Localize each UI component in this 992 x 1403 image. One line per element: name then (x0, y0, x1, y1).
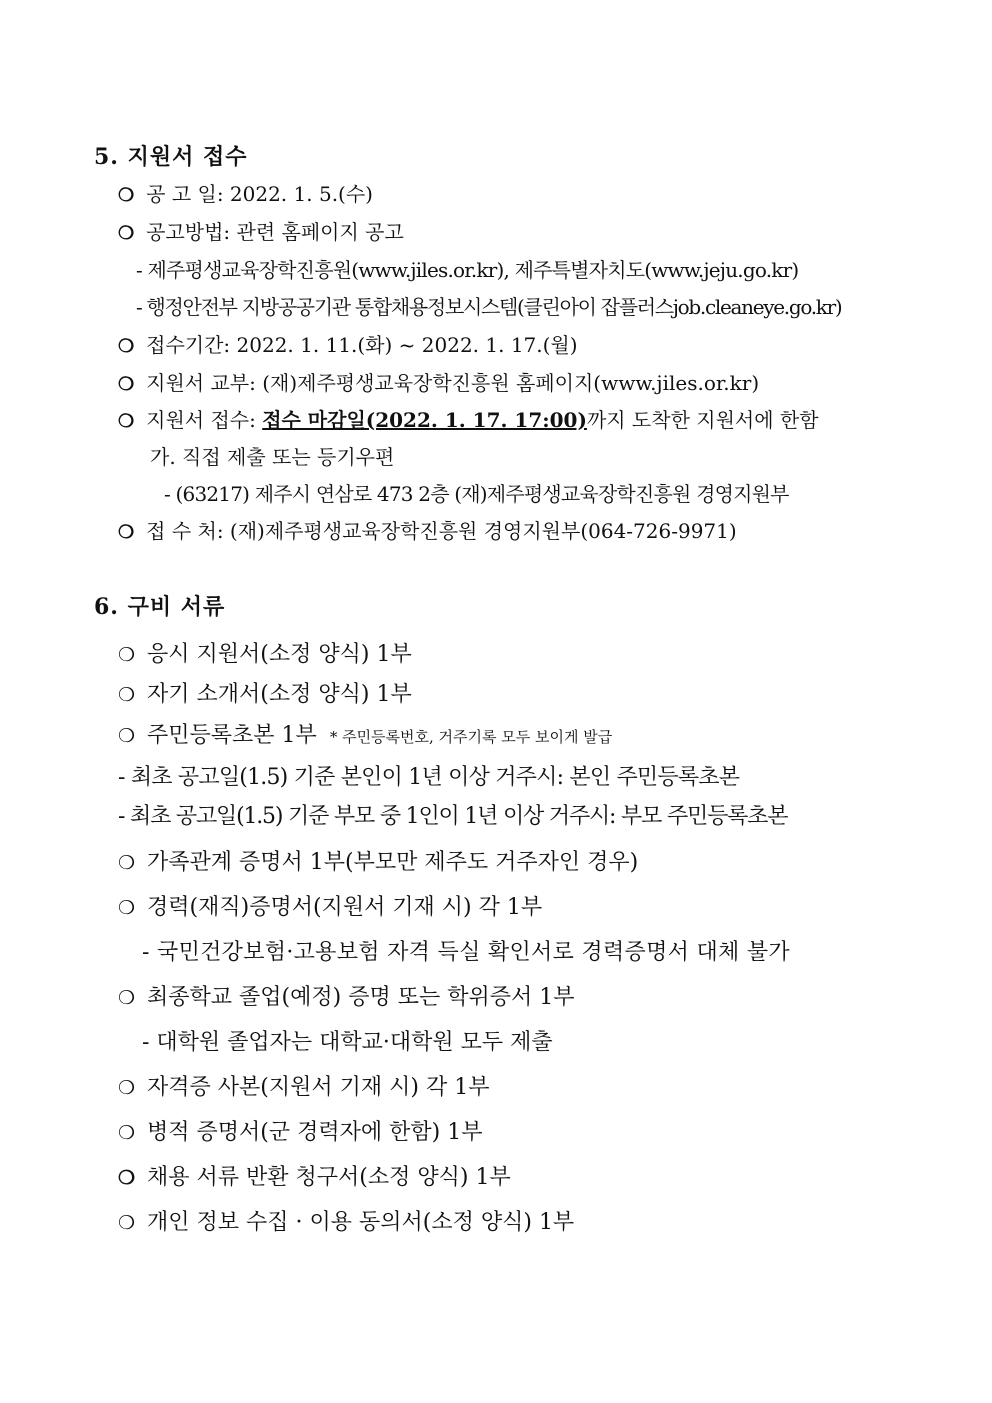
doc-item-4-text: 가족관계 증명서 1부(부모만 제주도 거주자인 경우) (147, 850, 639, 875)
bullet-icon: ❍ (118, 185, 135, 206)
doc-item-7 (118, 1070, 489, 1101)
notice-date-text: 공 고 일: 2022. 1. 5.(수) (146, 182, 373, 206)
submission-address: - (63217) 제주시 연삼로 473 2층 (재)제주평생교육장학진흥원 경영지원부 (164, 482, 789, 506)
bullet-icon: ❍ (118, 725, 136, 747)
doc-item-5-text: 경력(재직)증명서(지원서 기재 시) 각 1부 (147, 895, 543, 920)
doc-item-2 (118, 677, 412, 708)
bullet-icon: ❍ (118, 522, 135, 543)
submission-suffix: 까지 도착한 지원서에 한함 (586, 408, 819, 432)
section5-heading: 5. 지원서 접수 (94, 144, 248, 170)
doc-item-1-text: 응시 지원서(소정 양식) 1부 (147, 642, 412, 667)
notice-date-item (118, 178, 373, 207)
office-item (118, 515, 737, 544)
doc-item-9 (118, 1160, 511, 1191)
doc-item-10 (118, 1205, 574, 1236)
notice-method-sub2: - 행정안전부 지방공공기관 통합채용정보시스템(클린아이 잡플러스job.cleaneye.go.kr) (136, 295, 842, 319)
doc-item-7-text: 자격증 사본(지원서 기재 시) 각 1부 (147, 1075, 490, 1100)
bullet-icon: ❍ (118, 1122, 136, 1144)
doc-item-3 (118, 718, 612, 749)
doc-item-8 (118, 1115, 482, 1146)
doc-item-9-text: 채용 서류 반환 청구서(소정 양식) 1부 (147, 1165, 511, 1190)
bullet-icon: ❍ (118, 1212, 136, 1234)
section6-heading: 6. 구비 서류 (94, 594, 226, 620)
period-item (118, 329, 578, 358)
doc-item-6 (118, 980, 574, 1011)
doc-item-1 (118, 637, 412, 668)
doc-item-6-text: 최종학교 졸업(예정) 증명 또는 학위증서 1부 (147, 985, 575, 1010)
office-text: 접 수 처: (재)제주평생교육장학진흥원 경영지원부(064-726-9971) (146, 519, 737, 543)
doc-item-5-sub: - 국민건강보험·고용보험 자격 득실 확인서로 경력증명서 대체 불가 (142, 940, 790, 965)
notice-method-sub1: - 제주평생교육장학진흥원(www.jiles.or.kr), 제주특별자치도(www.jeju.go.kr) (136, 258, 799, 282)
period-text: 접수기간: 2022. 1. 11.(화) ~ 2022. 1. 17.(월) (146, 333, 578, 357)
form-distribution-text: 지원서 교부: (재)제주평생교육장학진흥원 홈페이지(www.jiles.or.kr) (146, 371, 760, 395)
bullet-icon: ❍ (118, 1167, 136, 1189)
submission-method: 가. 직접 제출 또는 등기우편 (150, 445, 395, 469)
submission-item (118, 404, 819, 433)
bullet-icon: ❍ (118, 1077, 136, 1099)
bullet-icon: ❍ (118, 374, 135, 395)
bullet-icon: ❍ (118, 336, 135, 357)
doc-item-8-text: 병적 증명서(군 경력자에 한함) 1부 (147, 1120, 483, 1145)
notice-method-item (118, 216, 404, 245)
bullet-icon: ❍ (118, 987, 136, 1009)
submission-prefix: 지원서 접수: (146, 408, 263, 432)
bullet-icon: ❍ (118, 852, 136, 874)
notice-method-text: 공고방법: 관련 홈페이지 공고 (146, 220, 404, 244)
doc-item-10-text: 개인 정보 수집 · 이용 동의서(소정 양식) 1부 (147, 1210, 575, 1235)
doc-item-2-text: 자기 소개서(소정 양식) 1부 (147, 682, 412, 707)
doc-item-5 (118, 890, 542, 921)
doc-item-3-text: 주민등록초본 1부 (147, 723, 317, 748)
submission-deadline: 접수 마감일(2022. 1. 17. 17:00) (262, 408, 587, 432)
bullet-icon: ❍ (118, 411, 135, 432)
bullet-icon: ❍ (118, 223, 135, 244)
doc-item-3-note: * 주민등록번호, 거주기록 모두 보이게 발급 (329, 728, 613, 746)
doc-item-3-sub1: - 최초 공고일(1.5) 기준 본인이 1년 이상 거주시: 본인 주민등록초본 (118, 765, 740, 790)
doc-item-6-sub: - 대학원 졸업자는 대학교·대학원 모두 제출 (142, 1030, 553, 1055)
bullet-icon: ❍ (118, 684, 136, 706)
bullet-icon: ❍ (118, 644, 136, 666)
form-distribution-item (118, 367, 759, 396)
doc-item-3-sub2: - 최초 공고일(1.5) 기준 부모 중 1인이 1년 이상 거주시: 부모 주민등록초본 (118, 804, 788, 829)
doc-item-4 (118, 845, 638, 876)
bullet-icon: ❍ (118, 897, 136, 919)
